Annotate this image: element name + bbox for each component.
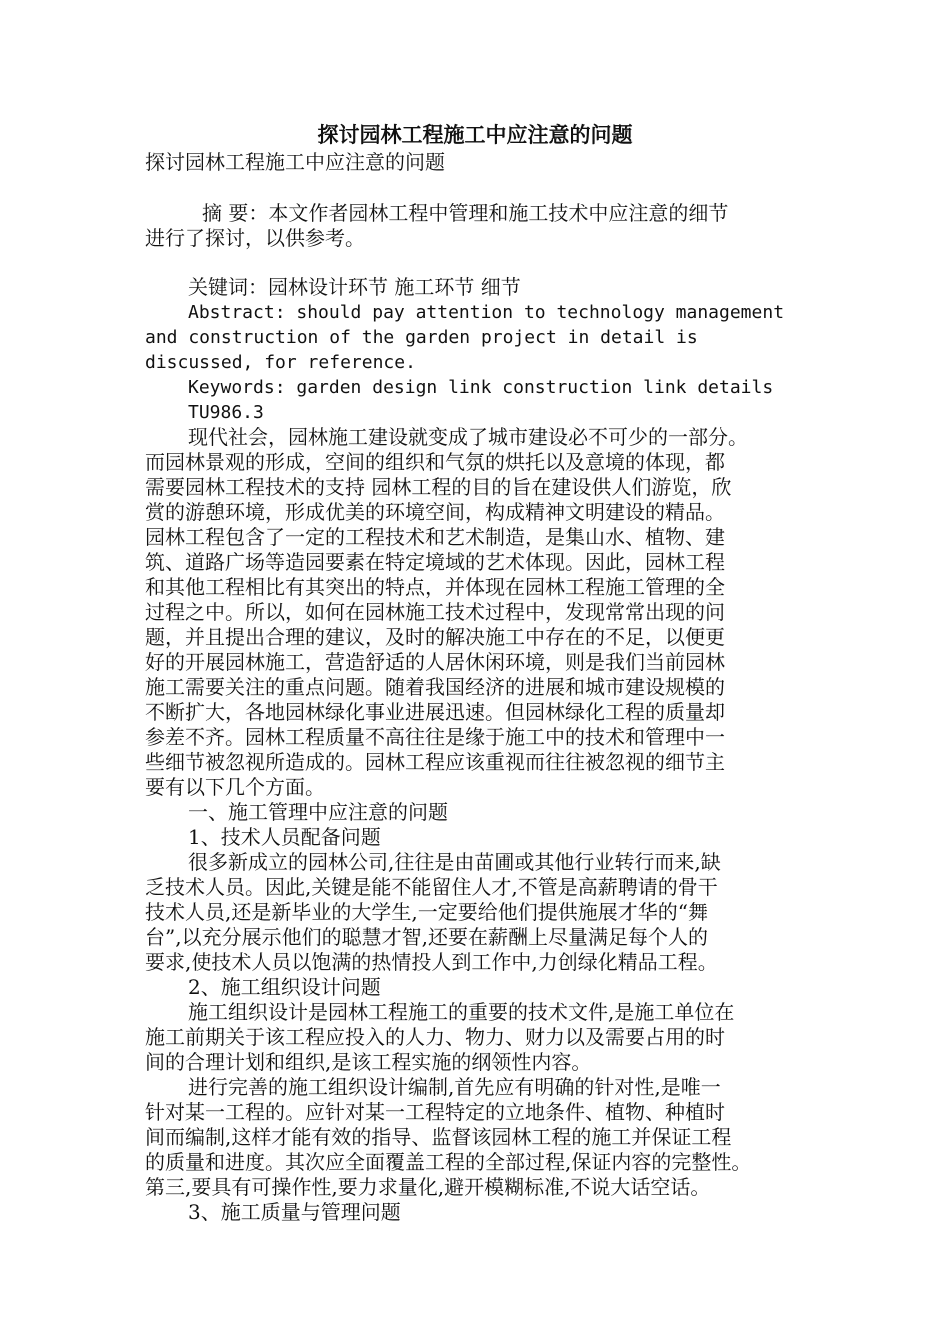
intro-line: 园林工程包含了一定的工程技术和艺术制造，是集山水、植物、建 [145, 525, 725, 549]
abstract-en-line: discussed, for reference. [145, 352, 416, 373]
abstract-cn-line: 摘 要：本文作者园林工程中管理和施工技术中应注意的细节 [202, 201, 729, 225]
subsection-heading: 1、技术人员配备问题 [188, 825, 381, 849]
intro-line: 好的开展园林施工，营造舒适的人居休闲环境，则是我们当前园林 [145, 650, 725, 674]
paragraph-line: 的质量和进度。其次应全面覆盖工程的全部过程,保证内容的完整性。 [145, 1150, 752, 1174]
paragraph-line: 进行完善的施工组织设计编制,首先应有明确的针对性,是唯一 [188, 1075, 721, 1099]
paragraph-line: 间而编制,这样才能有效的指导、监督该园林工程的施工并保证工程 [145, 1125, 732, 1149]
subsection-heading: 2、施工组织设计问题 [188, 975, 381, 999]
intro-line: 题，并且提出合理的建议，及时的解决施工中存在的不足，以便更 [145, 625, 725, 649]
abstract-en-line: Abstract: should pay attention to technology management [188, 302, 785, 323]
keywords-cn: 关键词：园林设计环节 施工环节 细节 [188, 275, 521, 299]
intro-line: 施工需要关注的重点问题。随着我国经济的进展和城市建设规模的 [145, 675, 725, 699]
paragraph-line: 施工前期关于该工程应投入的人力、物力、财力以及需要占用的时 [145, 1025, 725, 1049]
paragraph-line: 间的合理计划和组织,是该工程实施的纲领性内容。 [145, 1050, 592, 1074]
intro-line: 需要园林工程技术的支持 园林工程的目的旨在建设供人们游览，欣 [145, 475, 732, 499]
intro-line: 参差不齐。园林工程质量不高往往是缘于施工中的技术和管理中一 [145, 725, 725, 749]
paragraph-line: 技术人员,还是新毕业的大学生,一定要给他们提供施展才华的“舞 [145, 900, 708, 924]
paragraph-line: 施工组织设计是园林工程施工的重要的技术文件,是施工单位在 [188, 1000, 735, 1024]
keywords-en: Keywords: garden design link construction link details [188, 377, 774, 398]
abstract-cn-line: 进行了探讨，以供参考。 [145, 226, 365, 250]
paragraph-line: 针对某一工程的。应针对某一工程特定的立地条件、植物、种植时 [145, 1100, 725, 1124]
document-title: 探讨园林工程施工中应注意的问题 [317, 123, 633, 147]
intro-line: 些细节被忽视所造成的。园林工程应该重视而往往被忽视的细节主 [145, 750, 725, 774]
intro-line: 要有以下几个方面。 [145, 775, 325, 799]
paragraph-line: 台”,以充分展示他们的聪慧才智,还要在薪酬上尽量满足每个人的 [145, 925, 708, 949]
intro-line: 现代社会，园林施工建设就变成了城市建设必不可少的一部分。 [188, 425, 748, 449]
intro-line: 而园林景观的形成，空间的组织和气氛的烘托以及意境的体现，都 [145, 450, 725, 474]
intro-line: 过程之中。所以，如何在园林施工技术过程中，发现常常出现的问 [145, 600, 725, 624]
paragraph-line: 乏技术人员。因此,关键是能不能留住人才,不管是高薪聘请的骨干 [145, 875, 718, 899]
paragraph-line: 很多新成立的园林公司,往往是由苗圃或其他行业转行而来,缺 [188, 850, 721, 874]
intro-line: 和其他工程相比有其突出的特点，并体现在园林工程施工管理的全 [145, 575, 725, 599]
abstract-en-line: and construction of the garden project in detail is [145, 327, 698, 348]
classification-number: TU986.3 [188, 402, 264, 423]
document-subtitle: 探讨园林工程施工中应注意的问题 [145, 150, 445, 174]
intro-line: 赏的游憩环境，形成优美的环境空间，构成精神文明建设的精品。 [145, 500, 725, 524]
paragraph-line: 要求,使技术人员以饱满的热情投人到工作中,力创绿化精品工程。 [145, 950, 718, 974]
section-heading: 一、施工管理中应注意的问题 [188, 800, 448, 824]
intro-line: 不断扩大，各地园林绿化事业进展迅速。但园林绿化工程的质量却 [145, 700, 725, 724]
subsection-heading: 3、施工质量与管理问题 [188, 1200, 401, 1224]
paragraph-line: 第三,要具有可操作性,要力求量化,避开模糊标准,不说大话空话。 [145, 1175, 711, 1199]
intro-line: 筑、道路广场等造园要素在特定境域的艺术体现。因此，园林工程 [145, 550, 725, 574]
